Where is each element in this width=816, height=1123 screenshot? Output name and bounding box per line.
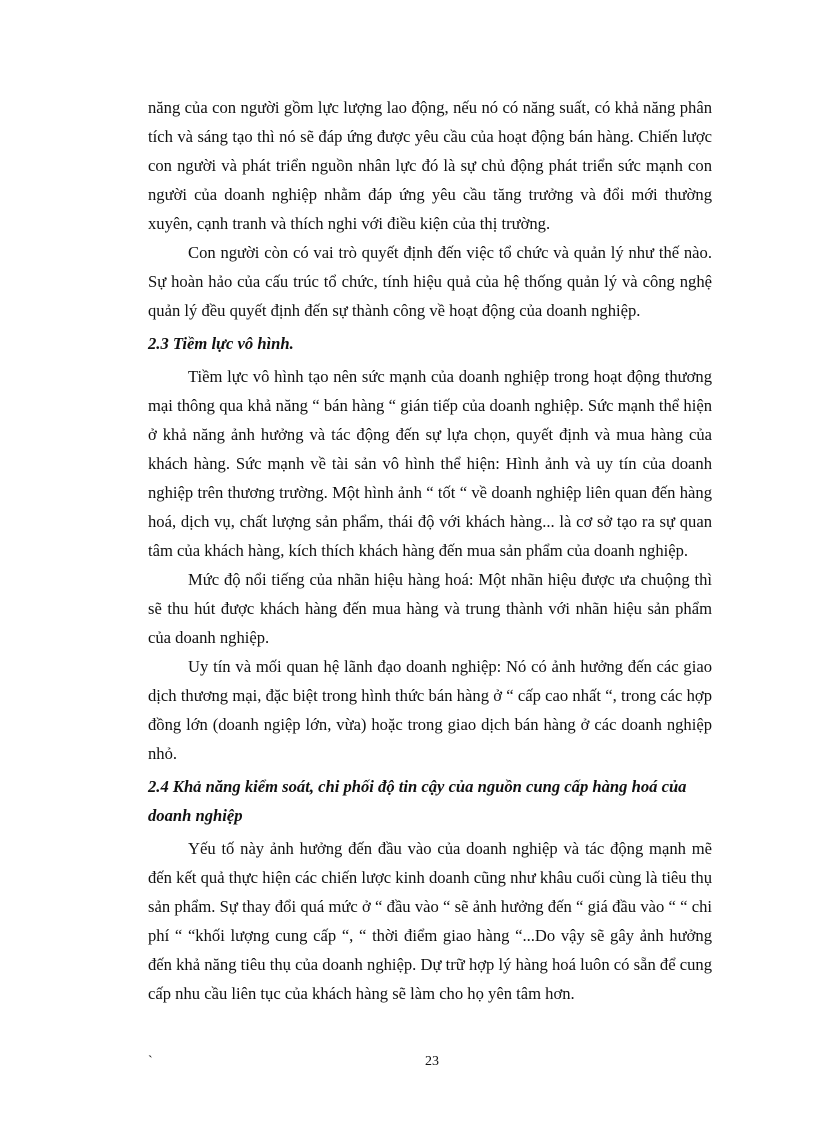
section-heading-2-4: 2.4 Khả năng kiểm soát, chi phối độ tin cậy của nguồn cung cấp hàng hoá của doanh nghiệp	[148, 777, 687, 825]
paragraph-intangible-potential: Tiềm lực vô hình tạo nên sức mạnh của doanh nghiệp trong hoạt động thương mại thông qua khả năng “ bán hàng “ gián tiếp của doanh nghiệp. Sức mạnh thể hiện ở khả năng ảnh hưởng và tác động đến sự lựa chọn, quyết định và mua hàng của khách hàng. Sức mạnh về tài sản vô hình thể hiện: Hình ảnh và uy tín của doanh nghiệp trên thương trường. Một hình ảnh “ tốt “ về doanh nghiệp liên quan đến hàng hoá, dịch vụ, chất lượng sản phẩm, thái độ với khách hàng... là cơ sở tạo ra sự quan tâm của khách hàng, kích thích khách hàng đến mua sản phẩm của doanh nghiệp.	[148, 367, 712, 560]
paragraph-brand-reputation: Mức độ nổi tiếng của nhãn hiệu hàng hoá: Một nhãn hiệu được ưa chuộng thì sẽ thu hút được khách hàng đến mua hàng và trung thành với nhãn hiệu sản phẩm của doanh nghiệp.	[148, 570, 712, 647]
section-heading-2-3: 2.3 Tiềm lực vô hình.	[148, 334, 294, 353]
footer-mark: `	[148, 1054, 153, 1069]
paragraph-continuation: năng của con người gồm lực lượng lao động, nếu nó có năng suất, có khả năng phân tích và sáng tạo thì nó sẽ đáp ứng được yêu cầu của hoạt động bán hàng. Chiến lược con người và phát triển nguồn nhân lực đó là sự chủ động phát triển sức mạnh con người của doanh nghiệp nhằm đáp ứng yêu cầu tăng trưởng và đổi mới thường xuyên, cạnh tranh và thích nghi với điều kiện của thị trường.	[148, 98, 712, 233]
document-body	[148, 93, 712, 1008]
paragraph-leadership-relations: Uy tín và mối quan hệ lãnh đạo doanh nghiệp: Nó có ảnh hưởng đến các giao dịch thương mại, đặc biệt trong hình thức bán hàng ở “ cấp cao nhất “, trong các hợp đồng lớn (doanh ngiệp lớn, vừa) hoặc trong giao dịch bán hàng ở các doanh nghiệp nhỏ.	[148, 657, 712, 763]
page-number: 23	[425, 1054, 439, 1069]
paragraph-supply-control: Yếu tố này ảnh hưởng đến đầu vào của doanh nghiệp và tác động mạnh mẽ đến kết quả thực hiện các chiến lược kinh doanh cũng như khâu cuối cùng là tiêu thụ sản phẩm. Sự thay đổi quá mức ở “ đầu vào “ sẽ ảnh hưởng đến “ giá đầu vào “ “ chi phí “ “khối lượng cung cấp “, “ thời điểm giao hàng “...Do vậy sẽ gây ảnh hưởng đến khả năng tiêu thụ của doanh nghiệp. Dự trữ hợp lý hàng hoá luôn có sẵn để cung cấp nhu cầu liên tục của khách hàng sẽ làm cho họ yên tâm hơn.	[148, 839, 712, 1003]
paragraph-organization: Con người còn có vai trò quyết định đến việc tổ chức và quản lý như thế nào. Sự hoàn hảo của cấu trúc tổ chức, tính hiệu quả của hệ thống quản lý và công nghệ quản lý đều quyết định đến sự thành công về hoạt động của doanh nghiệp.	[148, 243, 712, 320]
